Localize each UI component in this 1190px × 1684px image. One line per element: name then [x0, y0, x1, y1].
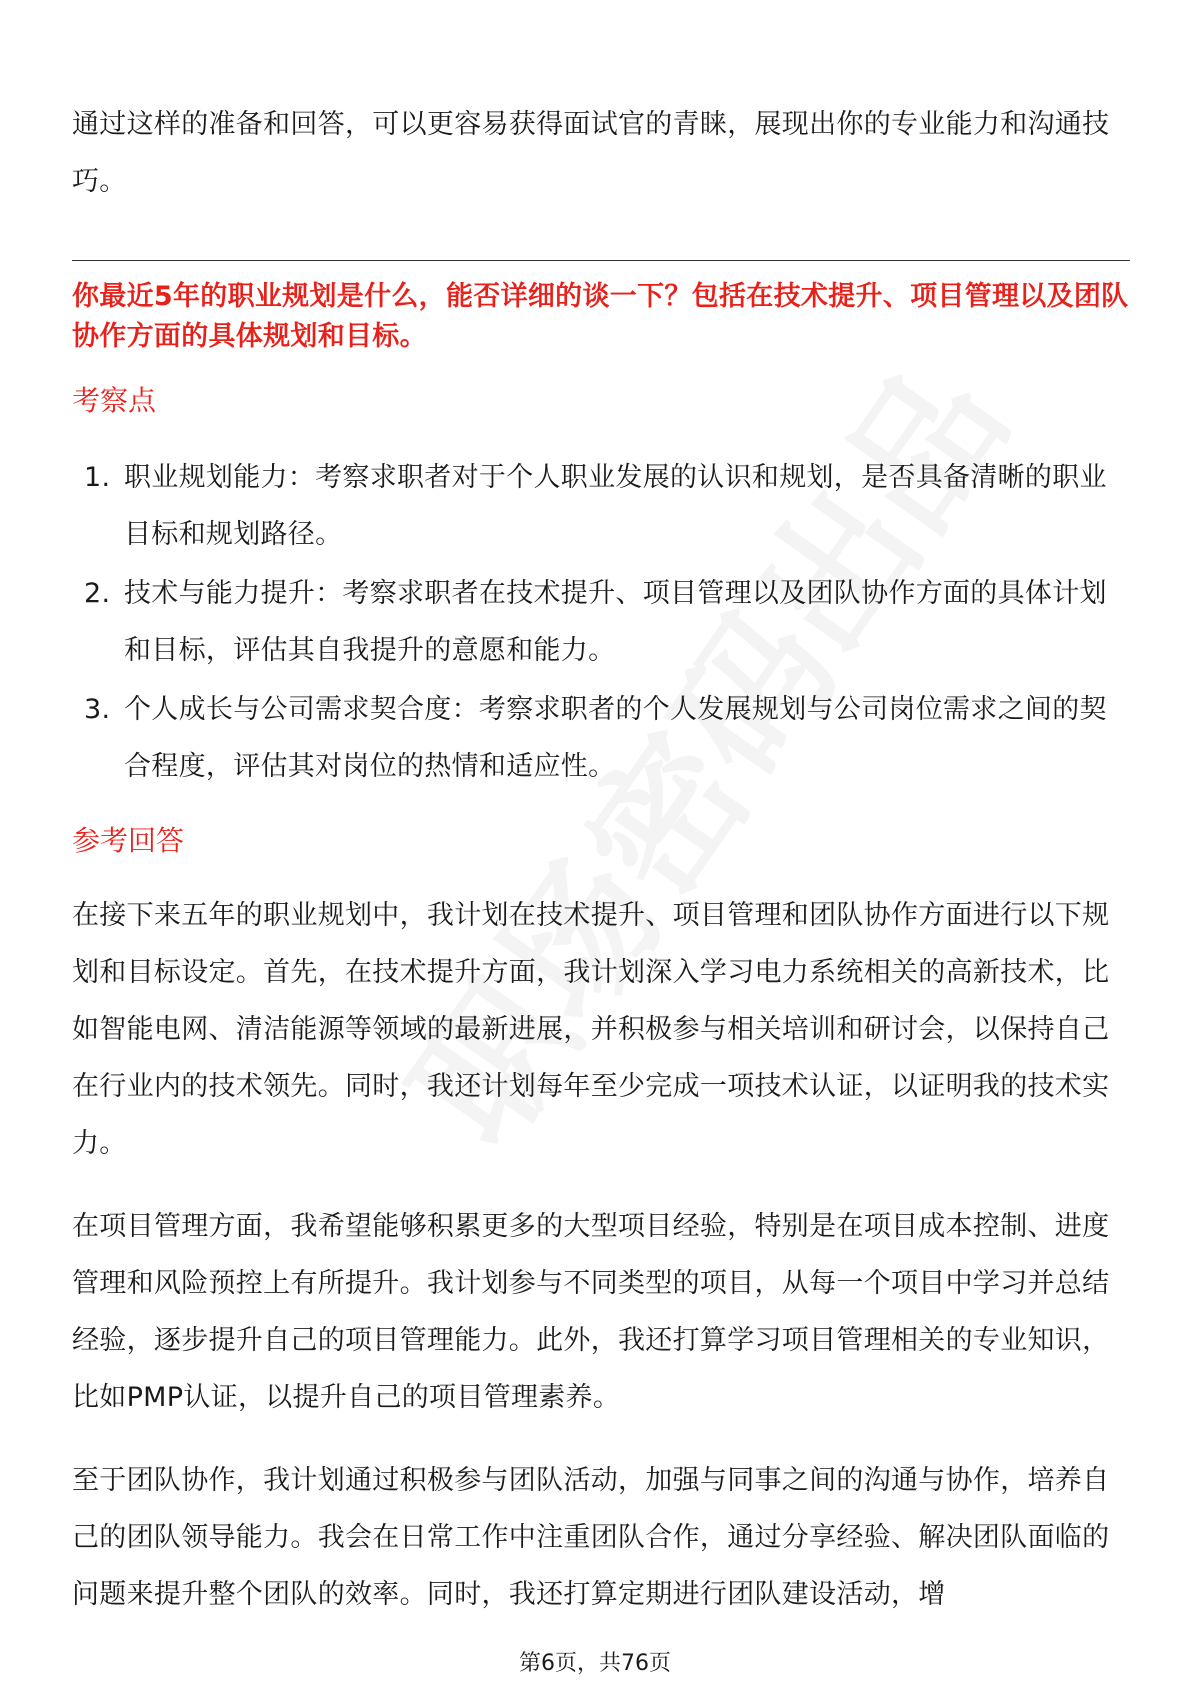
assessment-item — [72, 681, 1130, 795]
assessment-item-text: 个人成长与公司需求契合度：考察求职者的个人发展规划与公司岗位需求之间的契合程度，评估其对岗位的热情和适应性。 — [124, 694, 1107, 782]
assessment-item-text: 技术与能力提升：考察求职者在技术提升、项目管理以及团队协作方面的具体计划和目标，评估其自我提升的意愿和能力。 — [124, 578, 1107, 666]
answer-paragraph: 在接下来五年的职业规划中，我计划在技术提升、项目管理和团队协作方面进行以下规划和目标设定。首先，在技术提升方面，我计划深入学习电力系统相关的高新技术，比如智能电网、清洁能源等领域的最新进展，并积极参与相关培训和研讨会，以保持自己在行业内的技术领先。同时，我还计划每年至少完成一项技术认证，以证明我的技术实力。 — [72, 900, 1110, 1159]
assessment-item-text: 职业规划能力：考察求职者对于个人职业发展的认识和规划，是否具备清晰的职业目标和规划路径。 — [124, 462, 1107, 550]
assessment-item-number: 1. — [84, 462, 111, 493]
question-heading: 你最近5年的职业规划是什么，能否详细的谈一下？包括在技术提升、项目管理以及团队协作方面的具体规划和目标。 — [72, 281, 1129, 352]
intro-paragraph: 通过这样的准备和回答，可以更容易获得面试官的青睐，展现出你的专业能力和沟通技巧。 — [72, 109, 1110, 197]
assessment-item — [72, 565, 1130, 679]
page-number: 第6页，共76页 — [519, 1651, 671, 1676]
assessment-item-number: 3. — [84, 694, 111, 725]
assessment-item — [72, 449, 1130, 563]
assessment-list — [72, 449, 1130, 795]
section-divider — [72, 260, 1130, 261]
assessment-item-number: 2. — [84, 578, 111, 609]
document-page — [72, 96, 1130, 1623]
answer-paragraph: 在项目管理方面，我希望能够积累更多的大型项目经验，特别是在项目成本控制、进度管理和风险预控上有所提升。我计划参与不同类型的项目，从每一个项目中学习并总结经验，逐步提升自己的项目管理能力。此外，我还打算学习项目管理相关的专业知识，比如PMP认证，以提升自己的项目管理素养。 — [72, 1211, 1110, 1413]
answer-heading: 参考回答 — [72, 824, 185, 857]
assessment-heading: 考察点 — [72, 384, 157, 417]
answer-paragraph: 至于团队协作，我计划通过积极参与团队活动，加强与同事之间的沟通与协作，培养自己的团队领导能力。我会在日常工作中注重团队合作，通过分享经验、解决团队面临的问题来提升整个团队的效率。同时，我还打算定期进行团队建设活动，增 — [72, 1465, 1110, 1610]
